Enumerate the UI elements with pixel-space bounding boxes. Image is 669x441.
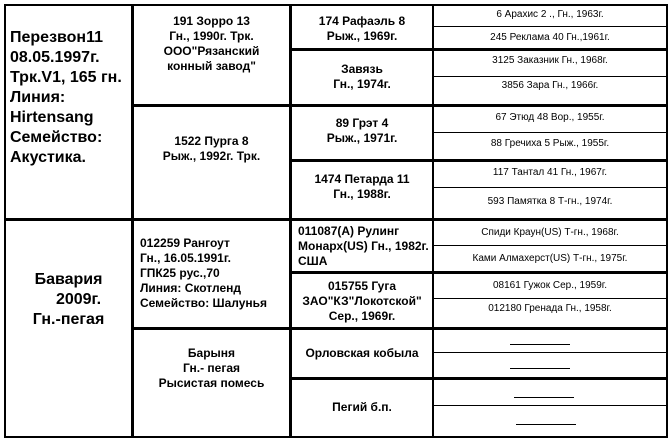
sire-line: Акустика. bbox=[10, 149, 86, 166]
ss-line: 191 Зорро 13 bbox=[173, 14, 250, 28]
col-sep-3 bbox=[432, 4, 434, 438]
g4-cell: 117 Тантал 41 Гн., 1967г. bbox=[492, 167, 608, 178]
ds-line: Семейство: Шалунья bbox=[140, 296, 268, 310]
sds-line: 89 Грэт 4 bbox=[335, 116, 389, 130]
g4-cell: 67 Этюд 48 Вор., 1955г. bbox=[495, 112, 605, 123]
ds-cell bbox=[140, 236, 267, 311]
ssd-cell bbox=[292, 62, 432, 92]
dam-line: 2009г. bbox=[55, 291, 102, 308]
dam-line: Бавария bbox=[34, 271, 103, 288]
ds-line: Линия: Скотленд bbox=[140, 281, 242, 295]
g4-cell: 88 Гречиха 5 Рыж., 1955г. bbox=[490, 138, 610, 149]
row-sep-q1 bbox=[131, 104, 668, 107]
sss-line: Рыж., 1969г. bbox=[326, 29, 398, 43]
dss-line: США bbox=[298, 254, 328, 268]
ssd-line: Гн., 1974г. bbox=[333, 77, 391, 91]
ss-line: ООО"Рязанский bbox=[163, 44, 260, 58]
row-sep-s1 bbox=[432, 26, 668, 27]
ds-line: ГПК25 рус.,70 bbox=[140, 266, 220, 280]
sire-line: Семейство: bbox=[10, 129, 103, 146]
row-sep-s15 bbox=[432, 405, 668, 406]
empty-cell-dash bbox=[510, 368, 570, 369]
dss-line: Монарх(US) Гн., 1982г. bbox=[298, 239, 429, 253]
ds-line: 012259 Рангоут bbox=[140, 236, 230, 250]
border-right bbox=[666, 4, 668, 438]
g4-cell: 6 Арахис 2 ., Гн., 1963г. bbox=[496, 9, 604, 20]
ssd-line: Завязь bbox=[341, 62, 383, 76]
dam-line: Гн.-пегая bbox=[32, 311, 105, 328]
ddd-cell bbox=[292, 400, 432, 415]
sire-line: Hirtensang bbox=[10, 109, 94, 126]
sds-line: Рыж., 1971г. bbox=[326, 131, 398, 145]
dds-cell bbox=[292, 346, 432, 361]
g4-cell: 593 Памятка 8 Т-гн., 1974г. bbox=[487, 196, 613, 207]
sire-line: 08.05.1997г. bbox=[10, 49, 100, 66]
sire-line: Перезвон11 bbox=[10, 29, 103, 46]
sire-line: Трк.V1, 165 гн. bbox=[10, 69, 122, 86]
sdd-line: 1474 Петарда 11 bbox=[314, 172, 410, 186]
sd-line: 1522 Пурга 8 bbox=[174, 134, 249, 148]
border-top bbox=[4, 4, 668, 6]
g4-cell: Ками Алмахерст(US) Т-гн., 1975г. bbox=[472, 253, 628, 264]
dd-cell bbox=[134, 346, 289, 391]
sd-line: Рыж., 1992г. Трк. bbox=[162, 149, 261, 163]
g4-cell: 3856 Зара Гн., 1966г. bbox=[501, 80, 599, 91]
dd-line: Рысистая помесь bbox=[158, 376, 265, 390]
row-sep-s3 bbox=[432, 76, 668, 77]
sire-line: Линия: bbox=[10, 89, 66, 106]
ddd-line: Пегий б.п. bbox=[332, 400, 392, 414]
row-sep-e3 bbox=[289, 159, 668, 162]
g4-cell: 012180 Гренада Гн., 1958г. bbox=[488, 303, 612, 314]
dsd-line: 015755 Гуга bbox=[327, 279, 397, 293]
dd-line: Барыня bbox=[187, 346, 236, 360]
row-sep-q3 bbox=[131, 327, 668, 330]
empty-cell-dash bbox=[514, 397, 574, 398]
row-sep-s13 bbox=[432, 352, 668, 353]
row-sep-e1 bbox=[289, 48, 668, 51]
row-sep-half bbox=[4, 218, 668, 221]
row-sep-e7 bbox=[289, 377, 668, 380]
dds-line: Орловская кобыла bbox=[305, 346, 419, 360]
sds-cell bbox=[292, 116, 432, 146]
empty-cell-dash bbox=[516, 424, 576, 425]
g4-cell: Спиди Краун(US) Т-гн., 1968г. bbox=[481, 227, 619, 238]
sss-cell bbox=[292, 14, 432, 44]
row-sep-e5 bbox=[289, 271, 668, 274]
sdd-cell bbox=[292, 172, 432, 202]
sire-cell bbox=[10, 28, 122, 168]
dam-cell bbox=[6, 270, 131, 330]
sdd-line: Гн., 1988г. bbox=[333, 187, 391, 201]
ss-line: конный завод" bbox=[167, 59, 256, 73]
dsd-cell bbox=[292, 279, 432, 324]
sd-cell bbox=[134, 134, 289, 164]
g4-cell: 08161 Гужок Сер., 1959г. bbox=[493, 280, 607, 291]
dss-cell bbox=[298, 224, 429, 269]
dsd-line: ЗАО"КЗ"Локотской" bbox=[302, 294, 422, 308]
row-sep-s11 bbox=[432, 298, 668, 299]
empty-cell-dash bbox=[510, 344, 570, 345]
dsd-line: Сер., 1969г. bbox=[328, 309, 396, 323]
ss-line: Гн., 1990г. Трк. bbox=[169, 29, 254, 43]
border-bottom bbox=[4, 436, 668, 438]
g4-cell: 3125 Заказник Гн., 1968г. bbox=[492, 55, 608, 66]
dd-line: Гн.- пегая bbox=[182, 361, 240, 375]
sss-line: 174 Рафаэль 8 bbox=[318, 14, 406, 28]
ss-cell bbox=[134, 14, 289, 74]
row-sep-s5 bbox=[432, 132, 668, 133]
row-sep-s9 bbox=[432, 245, 668, 246]
dss-line: 011087(А) Рулинг bbox=[298, 224, 400, 238]
row-sep-s7 bbox=[432, 187, 668, 188]
g4-cell: 245 Реклама 40 Гн.,1961г. bbox=[490, 32, 610, 43]
ds-line: Гн., 16.05.1991г. bbox=[140, 251, 231, 265]
border-left bbox=[4, 4, 6, 438]
